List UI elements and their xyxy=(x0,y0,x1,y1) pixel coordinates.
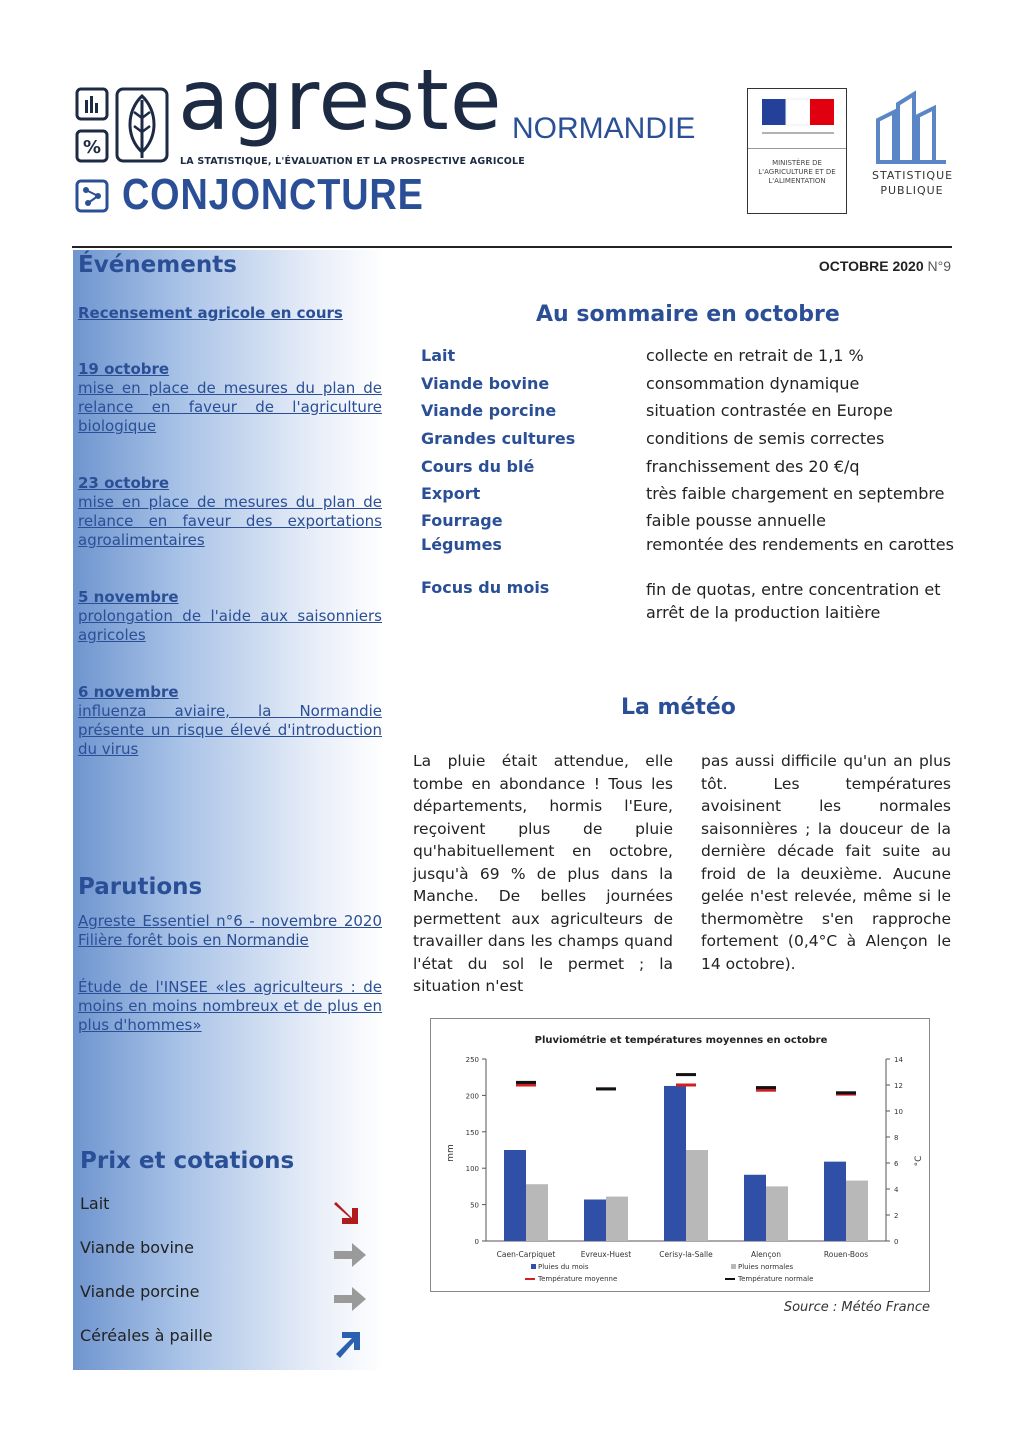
sommaire-label: Fourrage xyxy=(421,511,503,530)
y-tick-label: 150 xyxy=(465,1128,479,1137)
marker-temperature-normale xyxy=(516,1081,536,1084)
chart-source: Source : Météo France xyxy=(783,1300,930,1315)
legend-swatch xyxy=(531,1264,536,1269)
marker-temperature-normale xyxy=(756,1086,776,1089)
sommaire-value: très faible chargement en septembre xyxy=(646,484,945,503)
y2-tick-label: 14 xyxy=(894,1056,903,1064)
sommaire-label: Viande porcine xyxy=(421,401,557,420)
meteo-chart xyxy=(430,1018,930,1292)
prix-title: Prix et cotations xyxy=(80,1148,295,1174)
y2-tick-label: 2 xyxy=(894,1212,899,1220)
brand-wordmark: agreste xyxy=(178,51,503,149)
sommaire-value: franchissement des 20 €/q xyxy=(646,457,860,476)
ministry-text: MINISTÈRE DE L'AGRICULTURE ET DE L'ALIMENTATION xyxy=(758,159,836,185)
marker-temperature-normale xyxy=(836,1091,856,1094)
event-text: influenza aviaire, la Normandie présente un risque élevé d'introduction du virus xyxy=(78,702,382,758)
parutions-title: Parutions xyxy=(78,874,203,900)
event-date: 19 octobre xyxy=(78,360,170,378)
chart-y2label: °C xyxy=(914,1155,924,1167)
header-divider xyxy=(72,246,952,248)
statistique-publique-text xyxy=(872,168,952,198)
chart-svg xyxy=(431,1019,929,1291)
y-tick-label: 200 xyxy=(465,1092,479,1101)
chart-title: Pluviométrie et températures moyennes en octobre xyxy=(534,1035,828,1046)
price-label: Viande porcine xyxy=(80,1282,200,1301)
y-tick-label: 100 xyxy=(465,1165,479,1174)
y2-tick-label: 8 xyxy=(894,1134,899,1142)
trend-stable-icon xyxy=(332,1240,368,1274)
region-name: NORMANDIE xyxy=(512,112,696,145)
bar-pluies-du-mois xyxy=(584,1200,606,1241)
marker-temperature-normale xyxy=(596,1087,616,1090)
marker-temperature-moyenne xyxy=(516,1084,536,1087)
issue-date: OCTOBRE 2020 xyxy=(818,258,924,274)
marker-temperature-normale xyxy=(676,1073,696,1076)
trend-down-icon xyxy=(332,1196,364,1232)
sommaire-value: consommation dynamique xyxy=(646,374,860,393)
legend-label: Température normale xyxy=(738,1275,814,1283)
price-label: Viande bovine xyxy=(80,1238,194,1257)
sommaire-label: Grandes cultures xyxy=(421,429,576,448)
y-tick-label: 0 xyxy=(474,1238,479,1246)
event-date: 5 novembre xyxy=(78,588,179,606)
y2-tick-label: 6 xyxy=(894,1160,899,1168)
bar-pluies-du-mois xyxy=(824,1162,846,1241)
x-tick-label: Evreux-Huest xyxy=(580,1250,632,1259)
sommaire-value: conditions de semis correctes xyxy=(646,429,885,448)
legend-swatch xyxy=(725,1278,735,1280)
event-text: mise en place de mesures du plan de relance en faveur des exportations agroalimentaires xyxy=(78,493,382,549)
trend-stable-icon xyxy=(332,1284,368,1318)
event-item[interactable] xyxy=(78,474,382,550)
sommaire-value: remontée des rendements en carottes xyxy=(646,535,954,554)
legend-swatch xyxy=(731,1264,736,1269)
y-tick-label: 50 xyxy=(470,1201,479,1210)
sommaire-value: situation contrastée en Europe xyxy=(646,401,893,420)
stat-pub-line1: STATISTIQUE xyxy=(872,169,954,182)
sommaire-label: Lait xyxy=(421,346,456,365)
trend-up-icon xyxy=(332,1328,364,1364)
y2-tick-label: 10 xyxy=(894,1108,903,1116)
sommaire-label: Viande bovine xyxy=(421,374,550,393)
event-item[interactable] xyxy=(78,588,382,645)
meteo-text-col1: La pluie était attendue, elle tombe en abondance ! Tous les départements, hormis l'Eure, reçoivent plus de pluie qu'habituellement en octobre, jusqu'à 69 % de plus dans la Manche. De belles journées permettent aux agriculteurs de travailler dans les champs quand l'état du sol le permet ; la situation n'est xyxy=(413,752,673,995)
price-label: Lait xyxy=(80,1194,110,1213)
parution-link[interactable]: Étude de l'INSEE «les agriculteurs : de moins en moins nombreux et de plus en plus d'hommes» xyxy=(78,978,382,1034)
stat-pub-line2: PUBLIQUE xyxy=(880,184,944,197)
sommaire-value: collecte en retrait de 1,1 % xyxy=(646,346,864,365)
issue-number: N°9 xyxy=(927,258,951,274)
sommaire-value: faible pousse annuelle xyxy=(646,511,826,530)
event-text: prolongation de l'aide aux saisonniers agricoles xyxy=(78,607,382,644)
bar-pluies-normales xyxy=(846,1181,868,1241)
marker-temperature-moyenne xyxy=(756,1089,776,1092)
bar-pluies-normales xyxy=(526,1184,548,1241)
focus-label[interactable]: Focus du mois xyxy=(421,578,550,597)
parution-link[interactable]: Agreste Essentiel n°6 - novembre 2020 Filière forêt bois en Normandie xyxy=(78,912,382,949)
event-item[interactable] xyxy=(78,360,382,436)
y-tick-label: 250 xyxy=(465,1056,479,1064)
bar-pluies-normales xyxy=(766,1186,788,1241)
chart-ylabel: mm xyxy=(446,1144,456,1162)
y2-tick-label: 4 xyxy=(894,1186,899,1194)
bar-pluies-normales xyxy=(606,1197,628,1241)
bar-pluies-du-mois xyxy=(664,1086,686,1241)
event-link[interactable]: Recensement agricole en cours xyxy=(78,304,343,322)
legend-label: Température moyenne xyxy=(538,1275,618,1283)
x-tick-label: Cerisy-la-Salle xyxy=(659,1250,713,1259)
ministry-logo xyxy=(747,88,847,214)
bar-pluies-du-mois xyxy=(504,1150,526,1241)
sommaire-label: Cours du blé xyxy=(421,457,535,476)
event-date: 6 novembre xyxy=(78,683,179,701)
x-tick-label: Alençon xyxy=(750,1250,782,1259)
svg-text:%: % xyxy=(82,137,102,158)
marker-temperature-moyenne xyxy=(676,1084,696,1087)
sommaire-label: Légumes xyxy=(421,535,502,554)
y2-tick-label: 12 xyxy=(894,1082,903,1090)
issue-info xyxy=(760,258,951,274)
x-tick-label: Caen-Carpiquet xyxy=(496,1250,556,1259)
bar-pluies-normales xyxy=(686,1150,708,1241)
brand-tagline: LA STATISTIQUE, L'ÉVALUATION ET LA PROSPECTIVE AGRICOLE xyxy=(180,156,525,167)
sommaire-label: Export xyxy=(421,484,481,503)
event-item[interactable] xyxy=(78,683,382,759)
event-date: 23 octobre xyxy=(78,474,170,492)
events-title: Événements xyxy=(78,252,237,278)
legend-label: Pluies normales xyxy=(738,1263,794,1271)
meteo-title: La météo xyxy=(621,695,736,720)
sommaire-title: Au sommaire en octobre xyxy=(536,302,840,327)
x-tick-label: Rouen-Boos xyxy=(823,1250,869,1259)
y2-tick-label: 0 xyxy=(894,1238,899,1246)
price-label: Céréales à paille xyxy=(80,1326,213,1345)
bar-pluies-du-mois xyxy=(744,1175,766,1241)
conjoncture-title: CONJONCTURE xyxy=(122,170,424,219)
legend-swatch xyxy=(525,1278,535,1280)
focus-value: fin de quotas, entre concentration et arrêt de la production laitière xyxy=(646,580,941,622)
event-text: mise en place de mesures du plan de relance en faveur de l'agriculture biologique xyxy=(78,379,382,435)
legend-label: Pluies du mois xyxy=(538,1263,589,1271)
meteo-text-col2: pas aussi difficile qu'un an plus tôt. Les températures avoisinent les normales saisonnières ; la douceur de la dernière décade fait suite au froid de la deuxième. Aucune gelée n'est relevée, même si le thermomètre s'en rapproche fortement (0,4°C à Alençon le 14 octobre). xyxy=(701,752,951,973)
